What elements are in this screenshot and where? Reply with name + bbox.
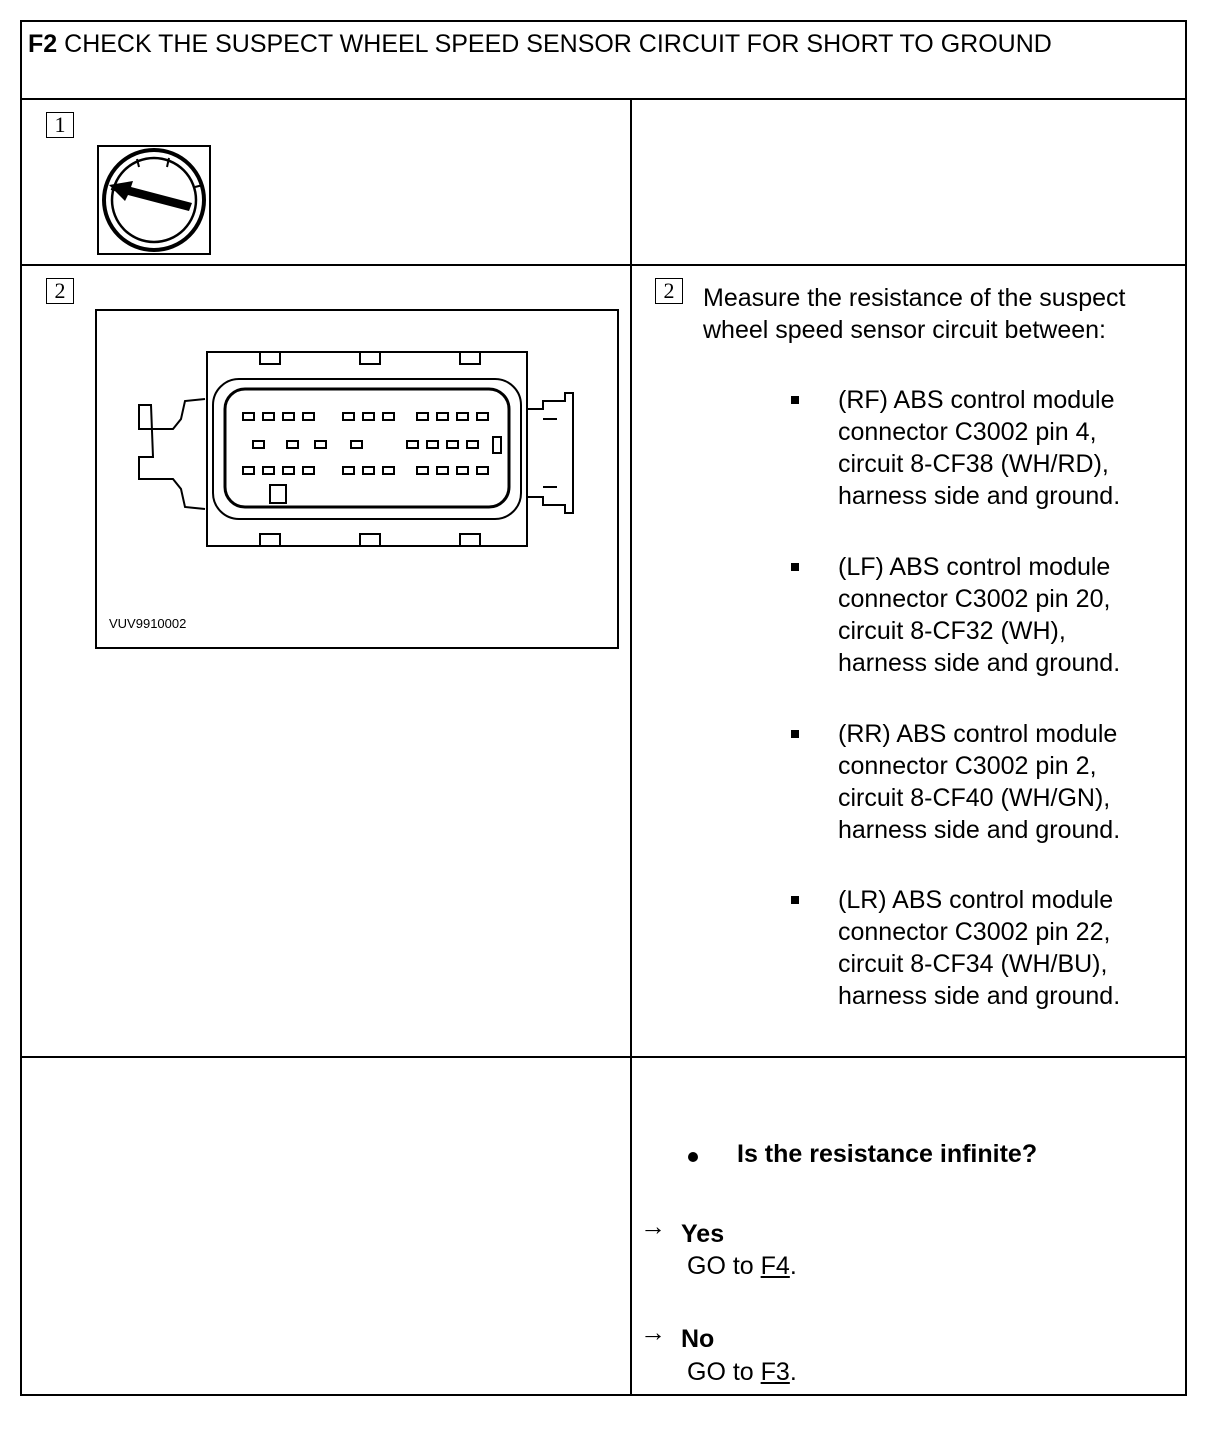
step-title-text: CHECK THE SUSPECT WHEEL SPEED SENSOR CIRCUIT FOR SHORT TO GROUND xyxy=(64,30,1052,58)
list-item-lr: (LR) ABS control module connector C3002 pin 22, circuit 8-CF34 (WH/BU), harness side and ground. xyxy=(838,886,1121,1010)
connector-c3002-figure xyxy=(95,309,619,649)
answer-yes-goto: GO to F4. xyxy=(687,1252,797,1280)
goto-f3-link[interactable]: F3 xyxy=(760,1358,790,1386)
list-bullet xyxy=(791,563,799,571)
list-bullet xyxy=(791,730,799,738)
step-number-1: 1 xyxy=(46,112,74,138)
arrow-right-icon: → xyxy=(640,1317,666,1347)
ignition-off-icon xyxy=(97,145,211,255)
arrow-right-icon: → xyxy=(640,1211,666,1241)
instruction-text: Measure the resistance of the suspect wheel speed sensor circuit between: xyxy=(703,284,1126,344)
row-divider xyxy=(20,98,1187,100)
step-number-2: 2 xyxy=(46,278,74,304)
list-bullet xyxy=(791,396,799,404)
answer-yes-label: Yes xyxy=(681,1220,725,1248)
question-text: Is the resistance infinite? xyxy=(737,1140,1038,1168)
row-divider xyxy=(20,1056,1187,1058)
question-bullet xyxy=(688,1152,698,1162)
step-id: F2 xyxy=(28,30,58,58)
figure-code: VUV9910002 xyxy=(109,616,187,631)
list-item-lf: (LF) ABS control module connector C3002 pin 20, circuit 8-CF32 (WH), harness side and ground. xyxy=(838,553,1121,677)
answer-no-label: No xyxy=(681,1325,715,1353)
column-divider xyxy=(630,98,632,1396)
step-title xyxy=(28,28,1168,60)
instruction-step-number: 2 xyxy=(655,278,683,304)
goto-f4-link[interactable]: F4 xyxy=(760,1252,790,1280)
list-item-rr: (RR) ABS control module connector C3002 pin 2, circuit 8-CF40 (WH/GN), harness side and ground. xyxy=(838,720,1121,844)
row-divider xyxy=(20,264,1187,266)
answer-no-goto: GO to F3. xyxy=(687,1358,797,1386)
list-bullet xyxy=(791,896,799,904)
list-item-rf: (RF) ABS control module connector C3002 pin 4, circuit 8-CF38 (WH/RD), harness side and ground. xyxy=(838,386,1121,510)
